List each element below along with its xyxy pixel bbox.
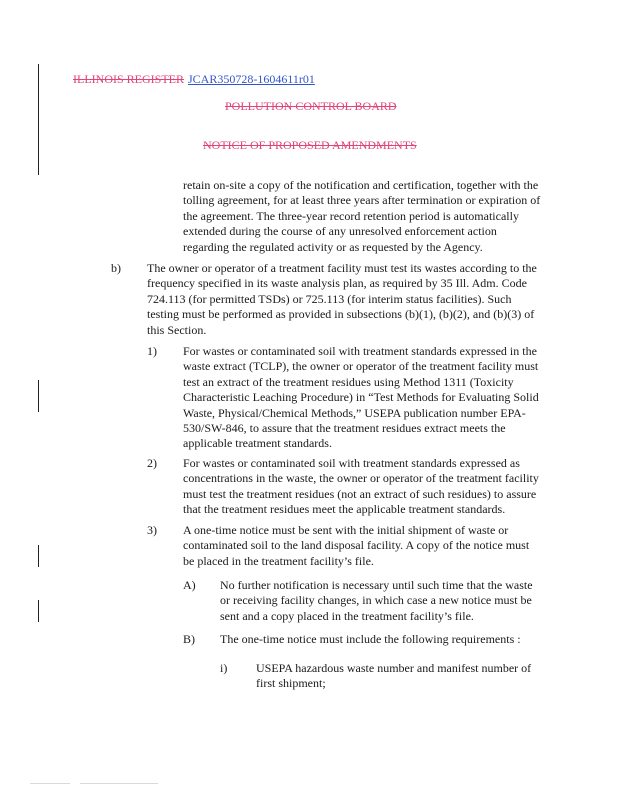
footer-rule-right <box>80 783 158 784</box>
item-B-text: The one-time notice must include the following requirements : <box>220 632 521 646</box>
item-1-text-after: USEPA publication number EPA-530/SW-846, to assure that the treatment residues extract meets the applicable treatment standards. <box>183 405 526 451</box>
item-A-text: No further notification is necessary until such time that the waste or receiving facility changes, in which case a new notice must be sent and a copy placed in the treatment facility’s file. <box>220 578 533 623</box>
item-i-label: i) <box>220 661 228 675</box>
item-i-text: USEPA hazardous waste number and manifest number of first shipment; <box>256 661 532 691</box>
item-1-label: 1) <box>147 344 157 358</box>
register-code[interactable]: JCAR350728-1604611r01 <box>188 72 315 86</box>
register-title-struck: ILLINOIS REGISTER <box>73 72 184 86</box>
item-1-text-before: For wastes or contaminated soil with treatment standards expressed in the waste extract (TCLP), the owner or operator of the treatment facility must test an extract of the treatment residues using Method 1311 (Toxicity Characteristic Leaching Procedure) in <box>183 344 539 405</box>
board-heading: POLLUTION CONTROL BOARD <box>225 99 397 113</box>
change-bar-bottom <box>38 600 39 622</box>
register-header <box>73 72 315 87</box>
item-2-label: 2) <box>147 456 157 470</box>
section-b-label: b) <box>111 261 121 275</box>
intro-paragraph: retain on-site a copy of the notification and certification, together with the tolling agreement, for at least three years after termination or expiration of the agreement. The three-year record retention period is automatically extended during the course of any unresolved enforcement action regarding the regulated activity or as requested by the Agency. <box>183 178 541 254</box>
change-bar-top <box>38 64 39 175</box>
item-2-text: For wastes or contaminated soil with treatment standards expressed as concentrations in the waste, the owner or operator of the treatment facility must test the treatment residues (not an extract of such residues) to assure that the treatment residues meet the applicable treatment standards. <box>183 456 539 517</box>
item-3-text: A one-time notice must be sent with the initial shipment of waste or contaminated soil to the land disposal facility. A copy of the notice must be placed in the treatment facility’s file. <box>183 523 530 568</box>
item-A-label: A) <box>183 578 196 592</box>
notice-heading: NOTICE OF PROPOSED AMENDMENTS <box>203 138 417 152</box>
item-B-label: B) <box>183 632 195 646</box>
change-bar-lower <box>38 545 39 567</box>
item-1-quoted-title: “Test Methods for Evaluating Solid Waste, Physical/Chemical Methods,” <box>183 390 539 420</box>
item-1-text <box>183 344 543 452</box>
change-bar-middle <box>38 380 39 412</box>
footer-rule-left <box>30 783 70 784</box>
item-3-label: 3) <box>147 523 157 537</box>
section-b-text: The owner or operator of a treatment facility must test its wastes according to the frequency specified in its waste analysis plan, as required by 35 Ill. Adm. Code 724.113 (for permitted TSDs) or 725.113 (for interim status facilities). Such testing must be performed as provided in subsections (b)(1), (b)(2), and (b)(3) of this Section. <box>147 261 537 337</box>
